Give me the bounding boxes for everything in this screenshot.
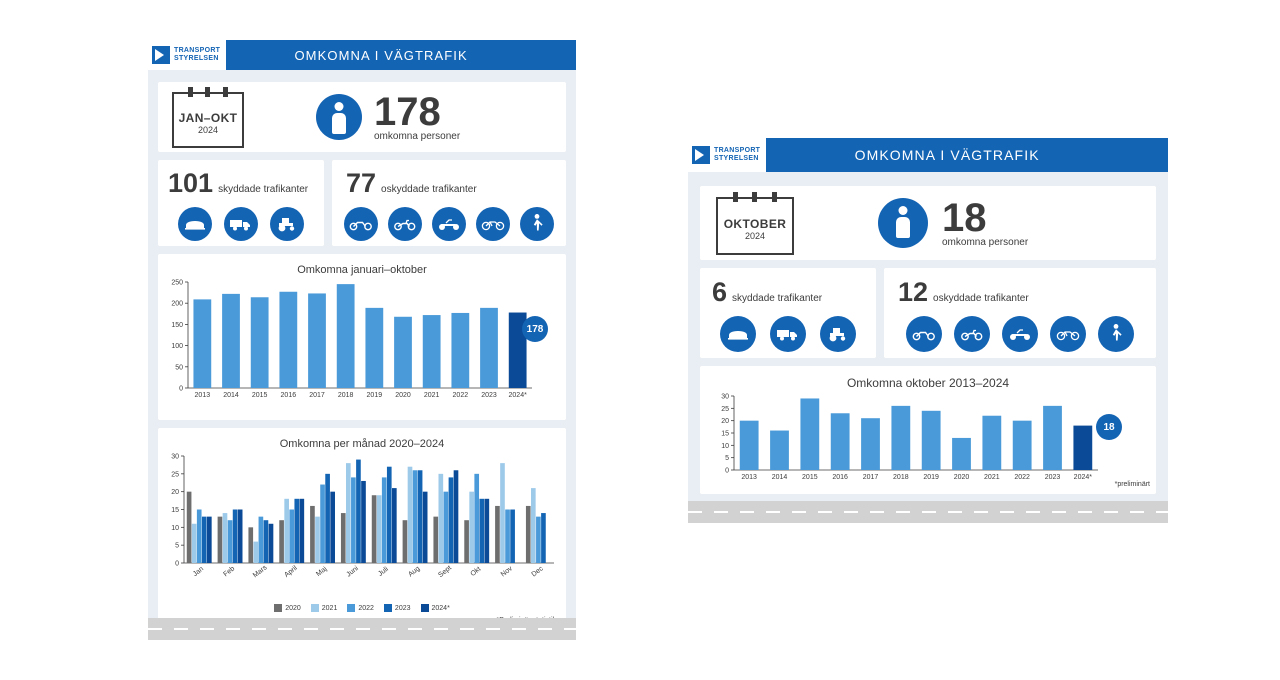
svg-text:2019: 2019 [366, 392, 383, 399]
legend-swatch [384, 604, 392, 612]
transportstyrelsen-logo [148, 40, 226, 70]
calendar-year: 2024 [744, 231, 766, 241]
right-total-number: 18 [942, 195, 987, 240]
svg-text:2022: 2022 [1014, 474, 1030, 481]
svg-text:Mars: Mars [251, 564, 269, 580]
svg-text:2024*: 2024* [1073, 474, 1092, 481]
right-protected-number: 6 [712, 277, 728, 307]
svg-text:Juli: Juli [377, 565, 390, 578]
legend-swatch [274, 604, 282, 612]
svg-text:2018: 2018 [337, 392, 354, 399]
left-monthly-chart [158, 450, 566, 595]
legend-item-2024* [421, 604, 450, 612]
left-total-number: 178 [374, 89, 441, 134]
svg-text:30: 30 [721, 393, 729, 401]
svg-text:5: 5 [725, 455, 729, 463]
truck-icon [224, 207, 258, 241]
svg-text:100: 100 [171, 343, 183, 351]
left-protected-number: 101 [168, 168, 214, 198]
bicycle-icon [1050, 316, 1086, 352]
svg-text:150: 150 [171, 321, 183, 329]
logo-line-1: TRANSPORT [174, 46, 221, 54]
right-note: *preliminärt [1114, 481, 1150, 488]
svg-text:2013: 2013 [741, 474, 757, 481]
legend-item-2022 [347, 604, 374, 612]
svg-text:0: 0 [175, 560, 179, 568]
legend-label: 2022 [358, 604, 374, 612]
legend-label: 2020 [285, 604, 301, 612]
left-header [148, 40, 576, 70]
motorcycle-icon [344, 207, 378, 241]
bicycle-icon [476, 207, 510, 241]
right-unprotected-label: oskyddade trafikanter [933, 293, 1029, 304]
right-protected-panel [700, 268, 876, 358]
calendar-year: 2024 [197, 125, 219, 135]
svg-text:2015: 2015 [802, 474, 818, 481]
calendar-period: OKTOBER [723, 217, 787, 231]
svg-text:2015: 2015 [251, 392, 268, 399]
left-header-title: OMKOMNA I VÄGTRAFIK [294, 47, 468, 63]
svg-text:25: 25 [721, 405, 729, 413]
right-badge: 18 [1096, 414, 1122, 440]
svg-text:2014: 2014 [223, 392, 239, 399]
logo-arrow-icon [152, 46, 170, 64]
svg-text:2013: 2013 [194, 392, 211, 399]
svg-text:Feb: Feb [222, 565, 237, 579]
left-protected-panel [158, 160, 324, 246]
person-icon [316, 94, 362, 140]
svg-text:20: 20 [171, 489, 179, 497]
road-decoration [148, 618, 576, 640]
left-yearly-chart [158, 276, 566, 406]
left-unprotected-label: oskyddade trafikanter [381, 184, 477, 195]
truck-icon [770, 316, 806, 352]
svg-text:0: 0 [179, 385, 183, 393]
svg-text:250: 250 [171, 279, 183, 287]
svg-text:50: 50 [175, 364, 183, 372]
svg-text:2023: 2023 [1044, 474, 1061, 481]
right-total-label: omkomna personer [942, 236, 1029, 248]
svg-text:2021: 2021 [984, 474, 1000, 481]
svg-text:20: 20 [721, 418, 729, 426]
svg-text:10: 10 [721, 442, 729, 450]
svg-text:15: 15 [171, 507, 179, 514]
logo-line-2: STYRELSEN [714, 155, 759, 162]
car-icon [720, 316, 756, 352]
left-unprotected-number: 77 [346, 168, 377, 198]
svg-text:2014: 2014 [771, 474, 788, 481]
left-chart-legend [158, 604, 566, 612]
legend-item-2020 [274, 604, 301, 612]
svg-text:Nov: Nov [499, 565, 514, 579]
transportstyrelsen-logo-right [688, 138, 766, 172]
logo-line-1: TRANSPORT [714, 146, 761, 154]
legend-label: 2024* [431, 604, 450, 612]
legend-label: 2023 [394, 604, 411, 612]
left-summary-panel [158, 82, 566, 152]
svg-text:Jan: Jan [191, 565, 206, 579]
svg-text:Aug: Aug [407, 565, 422, 579]
svg-text:2017: 2017 [309, 392, 325, 399]
car-icon [178, 207, 212, 241]
right-unprotected-number: 12 [898, 277, 929, 307]
left-monthly-chart-panel [158, 428, 566, 630]
svg-text:2020: 2020 [395, 392, 411, 399]
svg-text:Juni: Juni [345, 565, 360, 579]
right-yearly-chart [700, 390, 1156, 488]
svg-text:2023: 2023 [481, 392, 497, 399]
svg-text:0: 0 [725, 467, 729, 475]
svg-text:25: 25 [171, 471, 179, 479]
moped-icon [954, 316, 990, 352]
left-protected-label: skyddade trafikanter [218, 184, 309, 195]
right-yearly-chart-panel [700, 366, 1156, 494]
svg-text:Okt: Okt [469, 565, 483, 578]
left-unprotected-panel [332, 160, 566, 246]
legend-label: 2021 [321, 604, 338, 612]
right-calendar [716, 197, 794, 255]
svg-text:2021: 2021 [423, 392, 440, 399]
logo-line-2: STYRELSEN [174, 55, 219, 62]
legend-swatch [311, 604, 319, 612]
tractor-icon [270, 207, 304, 241]
svg-text:2020: 2020 [953, 474, 970, 481]
tractor-icon [820, 316, 856, 352]
atv-icon [432, 207, 466, 241]
legend-swatch [421, 604, 429, 612]
right-header [688, 138, 1168, 172]
left-yearly-chart-title: Omkomna januari–oktober [297, 264, 427, 276]
right-protected-label: skyddade trafikanter [732, 293, 823, 304]
svg-text:30: 30 [171, 453, 179, 461]
svg-text:Maj: Maj [315, 565, 329, 579]
moped-icon [388, 207, 422, 241]
svg-text:2016: 2016 [832, 474, 848, 481]
pedestrian-icon [520, 207, 554, 241]
legend-item-2021 [311, 604, 338, 612]
road-decoration [688, 501, 1168, 523]
right-yearly-chart-title: Omkomna oktober 2013–2024 [846, 376, 1010, 390]
svg-text:Sept: Sept [437, 564, 453, 580]
svg-text:2018: 2018 [893, 474, 909, 481]
svg-text:2019: 2019 [923, 474, 939, 481]
left-badge: 178 [522, 316, 548, 342]
motorcycle-icon [906, 316, 942, 352]
legend-swatch [347, 604, 355, 612]
svg-text:2017: 2017 [862, 474, 879, 481]
right-header-title: OMKOMNA I VÄGTRAFIK [854, 147, 1040, 163]
atv-icon [1002, 316, 1038, 352]
svg-text:2016: 2016 [280, 392, 297, 399]
left-calendar [172, 92, 244, 148]
right-unprotected-panel [884, 268, 1156, 358]
logo-arrow-icon [692, 146, 710, 164]
right-summary-panel [700, 186, 1156, 260]
svg-text:Dec: Dec [530, 565, 545, 579]
svg-text:10: 10 [171, 524, 179, 532]
person-icon [878, 198, 928, 248]
svg-text:15: 15 [721, 430, 729, 438]
infographic-jan-okt [148, 40, 576, 640]
infographic-oktober [688, 138, 1168, 523]
calendar-period: JAN–OKT [178, 111, 238, 125]
svg-text:2022: 2022 [452, 392, 469, 399]
pedestrian-icon [1098, 316, 1134, 352]
svg-text:5: 5 [175, 542, 179, 550]
left-monthly-chart-title: Omkomna per månad 2020–2024 [279, 438, 445, 450]
left-yearly-chart-panel [158, 254, 566, 420]
left-total-label: omkomna personer [374, 130, 461, 142]
svg-text:2024*: 2024* [508, 392, 527, 399]
svg-text:April: April [283, 564, 299, 579]
legend-item-2023 [384, 604, 411, 612]
svg-text:200: 200 [171, 300, 183, 308]
